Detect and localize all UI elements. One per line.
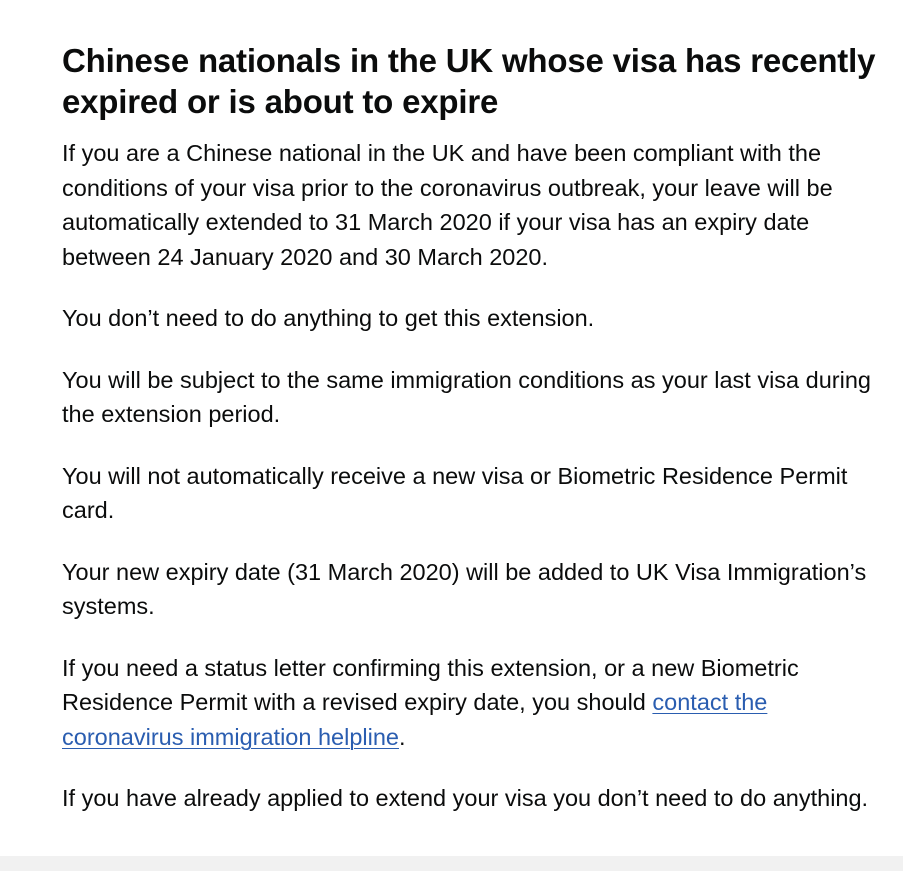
paragraph-new-expiry: Your new expiry date (31 March 2020) will be added to UK Visa Immigration’s systems. <box>62 558 867 619</box>
paragraph-helpline <box>62 651 878 755</box>
paragraph-already-applied: If you have already applied to extend your visa you don’t need to do anything. <box>62 785 869 811</box>
paragraph-conditions: You will be subject to the same immigration conditions as your last visa during the extension period. <box>62 366 871 427</box>
helpline-link[interactable]: contact the coronavirus immigration helpline <box>62 689 768 750</box>
paragraph-no-new-visa: You will not automatically receive a new visa or Biometric Residence Permit card. <box>62 462 848 523</box>
paragraph-no-action: You don’t need to do anything to get this extension. <box>62 305 595 331</box>
helpline-text-before: If you need a status letter confirming this extension, or a new Biometric Residence Permit with a revised expiry date, you should <box>62 654 799 715</box>
helpline-text-after: . <box>399 723 406 750</box>
article <box>62 40 878 843</box>
paragraph-eligibility: If you are a Chinese national in the UK and have been compliant with the conditions of your visa prior to the coronavirus outbreak, your leave will be automatically extended to 31 March 2020 if your visa has an expiry date between 24 January 2020 and 30 March 2020. <box>62 140 833 270</box>
page-title: Chinese nationals in the UK whose visa has recently expired or is about to expire <box>62 42 876 120</box>
bottom-bar <box>0 856 903 871</box>
